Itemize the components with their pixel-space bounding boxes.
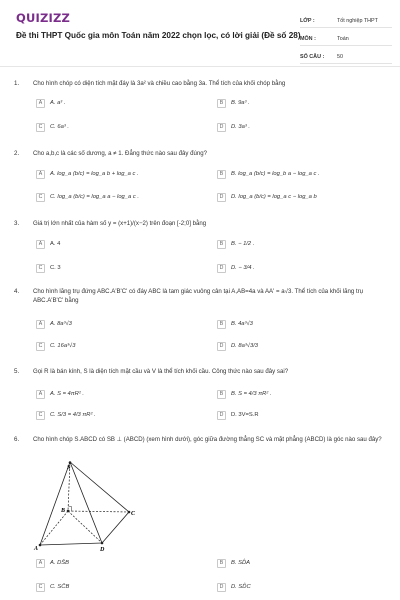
option-text: B. 9a³ . <box>231 100 250 106</box>
document-title: Đề thi THPT Quốc gia môn Toán năm 2022 chọn lọc, có lời giải (Đề số 28) <box>16 31 301 40</box>
meta-key: MÔN : <box>300 35 316 42</box>
option-text: A. a³ . <box>50 100 66 106</box>
option-letter-box: B <box>217 99 226 108</box>
option-b[interactable] <box>217 238 254 250</box>
option-letter-box: C <box>36 264 45 273</box>
option-letter-box: D <box>217 342 226 351</box>
edge-bd <box>68 511 102 543</box>
question-text: Cho hình chóp có diện tích mặt đáy là 3a² và chiều cao bằng 3a. Thể tích của khối chóp bằng <box>33 80 286 87</box>
option-text: C. 16a³√3 <box>50 343 76 349</box>
question-text: Cho a,b,c là các số dương, a ≠ 1. Đẳng thức nào sau đây đúng? <box>33 150 208 157</box>
option-letter-box: C <box>36 123 45 132</box>
option-letter-box: A <box>36 240 45 249</box>
option-text: B. log_a (b/c) = log_b a − log_a c . <box>231 171 320 177</box>
label-d: D <box>100 547 105 552</box>
vertex-d <box>101 542 104 545</box>
question-text: Giá trị lớn nhất của hàm số y = (x+1)/(x−2) trên đoạn [-2;0] bằng <box>33 220 207 227</box>
vertex-c <box>128 511 131 514</box>
option-b[interactable] <box>217 318 253 330</box>
option-letter-box: B <box>217 170 226 179</box>
option-a[interactable] <box>36 388 84 400</box>
option-letter-box: A <box>36 170 45 179</box>
option-letter-box: C <box>36 583 45 592</box>
option-letter-box: A <box>36 559 45 568</box>
meta-row-subject <box>300 32 392 46</box>
option-text: B. 4a³√3 <box>231 321 253 327</box>
option-letter-box: B <box>217 390 226 399</box>
option-text: A. 4 <box>50 241 61 247</box>
option-c[interactable] <box>36 262 61 274</box>
option-a[interactable] <box>36 318 72 330</box>
question-text: Cho hình chóp S.ABCD có SB ⊥ (ABCD) (xem hình dưới), góc giữa đường thẳng SC và mặt phẳng (ABCD) là góc nào sau đây? <box>33 436 382 443</box>
option-d[interactable] <box>217 340 258 352</box>
document-header <box>0 0 400 75</box>
option-text: A. log_a (b/c) = log_a b + log_a c . <box>50 171 139 177</box>
question-number: 3. <box>14 220 20 227</box>
edge-bc <box>68 511 129 512</box>
option-b[interactable] <box>217 168 320 180</box>
question-number: 6. <box>14 436 20 443</box>
option-text: C. 3 <box>50 265 61 271</box>
question-number: 2. <box>14 150 20 157</box>
option-letter-box: D <box>217 123 226 132</box>
option-letter-box: D <box>217 411 226 420</box>
option-text: B. SD̂A <box>231 560 251 566</box>
quizizz-logo: QUIZIZZ <box>16 11 71 25</box>
option-text: C. SĈB <box>50 584 70 590</box>
option-text: D. SD̂C <box>231 584 251 590</box>
meta-row-class <box>300 14 392 28</box>
vertex-s <box>69 461 72 464</box>
option-text: A. S = 4πR² . <box>50 391 85 397</box>
option-d[interactable] <box>217 581 251 593</box>
option-b[interactable] <box>217 388 271 400</box>
meta-value: 50 <box>337 53 343 60</box>
meta-value: Toán <box>337 35 349 42</box>
option-text: D. 8a³√3/3 <box>231 343 259 349</box>
option-letter-box: D <box>217 583 226 592</box>
question-text: Cho hình lăng trụ đứng ABC.A'B'C' có đáy ABC là tam giác vuông cân tại A,AB=4a và AA' = a√3. Thể tích của khối lăng trụ ABC.A'B'C' bằng <box>33 288 364 304</box>
edge-ab <box>40 511 68 545</box>
option-a[interactable] <box>36 238 60 250</box>
header-divider <box>0 66 400 67</box>
option-letter-box: C <box>36 193 45 202</box>
option-d[interactable] <box>217 121 250 133</box>
option-letter-box: D <box>217 264 226 273</box>
option-b[interactable] <box>217 97 250 109</box>
option-letter-box: B <box>217 320 226 329</box>
option-text: C. S/3 = 4/3 πR² . <box>50 412 96 418</box>
option-text: D. log_a (b/c) = log_a c − log_a b <box>231 194 317 200</box>
option-d[interactable] <box>217 191 317 203</box>
edge-sa <box>40 462 70 545</box>
option-letter-box: A <box>36 320 45 329</box>
question-number: 5. <box>14 368 20 375</box>
question-number: 4. <box>14 288 20 295</box>
edge-dc <box>102 512 129 543</box>
vertex-a <box>39 544 42 547</box>
meta-key: SỐ CÂU : <box>300 53 325 60</box>
meta-table <box>300 14 392 68</box>
option-text: C. log_a (b/c) = log_a a − log_a c . <box>50 194 139 200</box>
option-text: B. S = 4/3 πR² . <box>231 391 272 397</box>
option-text: D. − 3/4 . <box>231 265 255 271</box>
edge-sc <box>70 462 129 512</box>
option-c[interactable] <box>36 409 96 421</box>
option-d[interactable] <box>217 409 259 421</box>
edge-sd <box>70 462 102 543</box>
option-letter-box: C <box>36 342 45 351</box>
vertex-b <box>67 510 70 513</box>
option-text: A. 8a³√3 <box>50 321 72 327</box>
option-text: C. 6a³ . <box>50 124 70 130</box>
option-letter-box: A <box>36 390 45 399</box>
label-b: B <box>61 508 66 514</box>
option-letter-box: A <box>36 99 45 108</box>
option-c[interactable] <box>36 581 69 593</box>
option-a[interactable] <box>36 557 69 569</box>
option-c[interactable] <box>36 191 139 203</box>
pyramid-figure <box>30 460 150 552</box>
meta-key: LỚP : <box>300 17 315 24</box>
option-c[interactable] <box>36 121 69 133</box>
option-text: A. DŜB <box>50 560 70 566</box>
option-c[interactable] <box>36 340 75 352</box>
option-letter-box: C <box>36 411 45 420</box>
option-letter-box: B <box>217 240 226 249</box>
label-a: A <box>34 546 39 552</box>
option-a[interactable] <box>36 97 65 109</box>
edge-ad <box>40 543 102 545</box>
question-text: Gọi R là bán kính, S là diện tích mặt cầu và V là thể tích khối cầu. Công thức nào sau đây sai? <box>33 368 289 375</box>
option-text: D. 3a³ . <box>231 124 251 130</box>
option-text: D. 3V=S.R <box>231 412 259 418</box>
question-number: 1. <box>14 80 20 87</box>
option-letter-box: D <box>217 193 226 202</box>
option-b[interactable] <box>217 557 250 569</box>
option-text: B. − 1/2 . <box>231 241 255 247</box>
option-letter-box: B <box>217 559 226 568</box>
meta-row-count <box>300 50 392 64</box>
option-d[interactable] <box>217 262 255 274</box>
label-c: C <box>131 511 136 517</box>
label-s: S <box>67 465 71 471</box>
option-a[interactable] <box>36 168 139 180</box>
meta-value: Tốt nghiệp THPT <box>337 17 378 24</box>
